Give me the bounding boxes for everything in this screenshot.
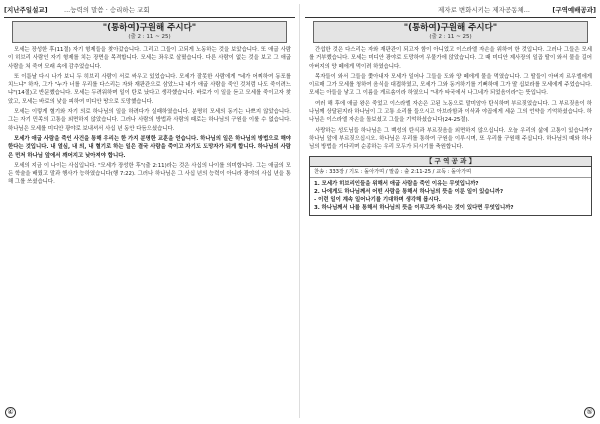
question-item: 2. 나에게도 하나님께서 어떤 사람을 통해서 하나님의 뜻을 이룬 일이 있습니까?	[314, 188, 504, 195]
left-page-header	[4, 4, 295, 18]
lesson-title-box	[313, 21, 588, 43]
paragraph: 모세는 이렇게 혈기와 자기 의로 하나님의 일을 하려다가 실패하였습니다. 분명히 모세의 동기는 나쁘지 않았습니다. 그는 자기 민족의 고통을 외면하지 않았습니다. 그러나 사람의 방법과 사람의 때로는 하나님의 구원을 이룰 수 없습니다. 하나님은 모세를 미디안 광야로 보내셔서 사십 년 동안 다듬으셨습니다.	[8, 109, 291, 132]
discussion-questions-box	[309, 156, 592, 216]
sermon-title: "(통하여)구원해 주시다"	[102, 23, 197, 33]
sermon-title-box	[12, 21, 287, 43]
paragraph: 모세의 지금 이 나이는 사십입니다. "모세가 장성한 후"(출 2:11)라는 것은 사십의 나이를 의미합니다. 그는 애굽의 모든 학술을 배웠고 말과 행사가 능하였습니다(행 7:22). 그러나 하나님은 그 사십 년의 능력이 아니라 광야의 사십 년을 통해 그를 쓰셨습니다.	[8, 162, 291, 186]
worship-order-info: 찬송 : 333장 / 기도 : 돌아가며 / 말씀 : 출 2:11-25 / 교독 : 돌아가며	[310, 167, 591, 178]
paragraph: 모세는 장성한 후(11절) 자기 형제들을 찾아갔습니다. 그리고 그들이 고되게 노동하는 것을 보았습니다. 또 애굽 사람이 히브리 사람인 자기 형제를 치는 장면을 목격합니다. 모세는 좌우로 살폈습니다. 다른 사람이 없는 것을 보고 그 애굽 사람을 쳐 죽여 모래 속에 감추었습니다.	[8, 47, 291, 70]
question-item: 3. 하나님께서 나를 통해서 하나님의 뜻을 이루고자 하시는 것이 있다면 무엇입니까?	[314, 204, 514, 211]
section-tag: [지난주일설교]	[4, 6, 48, 14]
page-number: ④	[5, 407, 16, 418]
paragraph: 목자들이 와서 그들을 쫓아내자 모세가 일어나 그들을 도와 양 떼에게 물을 먹였습니다. 그 딸들이 아버지 르우엘에게 이르매 그가 모세를 청하여 음식을 대접하였고, 모세가 그와 동거하기를 기뻐하매 그가 딸 십보라를 모세에게 주었습니다. 모세는 아들을 낳고 그 이름을 게르솜이라 하였으니 "내가 타국에서 나그네가 되었음이라"는 뜻입니다.	[309, 73, 592, 97]
scripture-reference: (출 2 : 11 ~ 25)	[429, 34, 472, 40]
paragraph: 또 이튿날 다시 나가 보니 두 히브리 사람이 서로 싸우고 있었습니다. 모세가 잘못한 사람에게 "네가 어찌하여 동포를 치느냐" 하자, 그가 "누가 너를 우리를 다스리는 자와 재판관으로 삼았느냐 네가 애굽 사람을 죽인 것처럼 나도 죽이려느냐"(14절)고 반문했습니다. 모세는 두려워하며 일이 탄로 났다고 생각했습니다. 바로가 이 일을 듣고 모세를 죽이고자 찾았고, 모세는 바로의 낯을 피하여 미디안 땅으로 도망했습니다.	[8, 73, 291, 105]
center-divider	[299, 4, 300, 418]
questions-title: 【 구 역 공 과 】	[310, 157, 591, 167]
lesson-body	[305, 46, 596, 152]
right-page-header	[305, 4, 596, 18]
header-subtitle: 제자로 변화시키는 제자공동체...	[438, 6, 530, 14]
paragraph: 여러 해 후에 애굽 왕은 죽었고 이스라엘 자손은 고된 노동으로 말미암아 탄식하며 부르짖었습니다. 그 부르짖음이 하나님께 상달된지라 하나님이 그 고통 소리를 들으시고 아브라함과 이삭과 야곱에게 세운 그의 언약을 기억하셨습니다. 하나님은 이스라엘 자손을 돌보셨고 그들을 기억하셨습니다(24-25절).	[309, 100, 592, 124]
lesson-title: "(통하여)구원해 주시다"	[403, 23, 498, 33]
question-item: - 이런 일이 계속 일어나기를 기대하며 생각해 봅시다.	[314, 196, 441, 203]
paragraph: 간섭한 것은 다스리는 자와 재판관이 되고자 함이 아니었고 이스라엘 자손을 위하여 한 것입니다. 그러나 그들은 모세를 거부했습니다. 모세는 미디안 광야로 도망하여 우물가에 앉았습니다. 그 때 미디안 제사장의 일곱 딸이 와서 물을 길어 아버지의 양 떼에게 먹이려 하였습니다.	[309, 47, 592, 70]
sermon-body	[4, 46, 295, 187]
paragraph: 모세가 애굽 사람을 죽인 사건을 통해 우리는 한 가지 분명한 교훈을 얻습니다. 하나님의 일은 하나님의 방법으로 해야 한다는 것입니다. 내 열심, 내 의, 내 혈기로 하는 일은 결국 사람을 죽이고 자기도 도망자가 되게 합니다. 하나님의 사람은 먼저 하나님 앞에서 깨어지고 낮아져야 합니다.	[8, 135, 291, 159]
right-page	[305, 4, 596, 418]
section-tag: [구역예배공과]	[552, 6, 596, 14]
left-page	[4, 4, 295, 418]
question-item: 1. 모세가 히브리인들을 위해서 애굽 사람을 죽인 이유는 무엇입니까?	[314, 180, 479, 187]
page-number: ⑤	[584, 407, 595, 418]
paragraph: 사랑하는 성도님들 하나님은 그 백성의 탄식과 부르짖음을 외면하지 않으십니다. 오늘 우리의 삶에 고통이 있습니까? 하나님 앞에 부르짖으십시오. 하나님은 우리를 통하여 구원을 이루시며, 또 우리를 구원해 주십니다. 하나님의 때와 하나님의 방법을 기다리며 순종하는 우리 모두가 되시기를 축원합니다.	[309, 127, 592, 151]
header-subtitle: ...능력의 말씀 · 승리하는 교회	[64, 6, 150, 14]
question-list	[310, 178, 591, 215]
scripture-reference: (출 2 : 11 ~ 25)	[128, 34, 171, 40]
